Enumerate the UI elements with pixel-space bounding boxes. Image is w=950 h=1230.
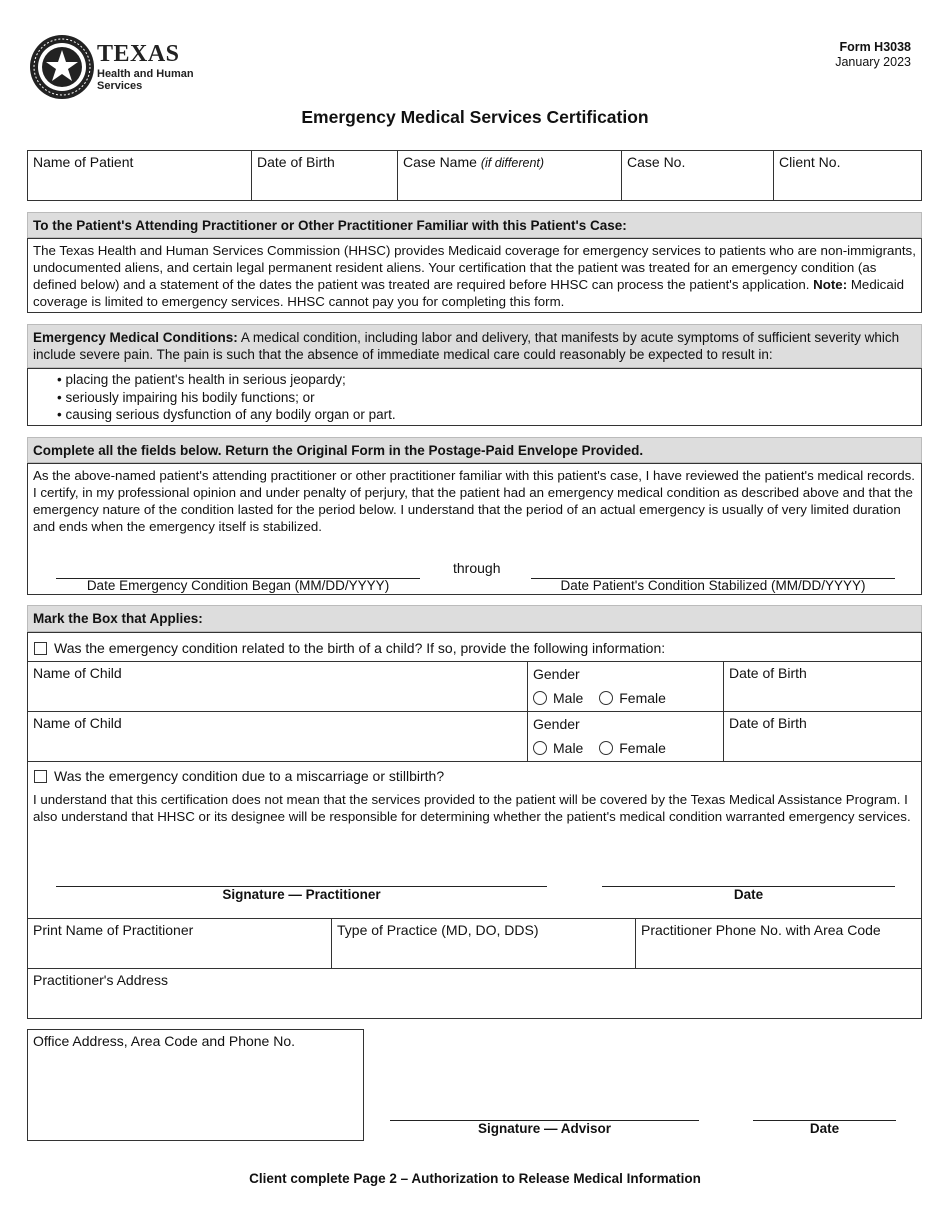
patient-info-row xyxy=(27,150,922,201)
question-text: Was the emergency condition related to the birth of a child? If so, provide the following information: xyxy=(54,640,666,656)
practitioner-address-field[interactable] xyxy=(28,968,921,1018)
field-label: Case Name xyxy=(403,154,477,170)
field-label: Gender xyxy=(533,716,580,732)
field-label: Gender xyxy=(533,666,580,682)
birth-checkbox[interactable] xyxy=(34,642,47,655)
logo-title: TEXAS xyxy=(97,41,180,67)
hhs-logo xyxy=(29,34,199,102)
field-label: Name of Child xyxy=(33,715,122,731)
conditions-list xyxy=(27,368,922,426)
form-number-block xyxy=(835,40,911,70)
practitioner-row xyxy=(28,918,921,969)
field-label: Print Name of Practitioner xyxy=(33,922,194,938)
practitioner-signature-label: Signature — Practitioner xyxy=(222,887,381,902)
field-label: Date of Birth xyxy=(729,715,807,731)
field-label: Case No. xyxy=(627,154,686,170)
child-dob-field[interactable] xyxy=(724,662,921,712)
child-name-field[interactable] xyxy=(28,662,528,712)
radio-label: Female xyxy=(619,690,666,706)
miscarriage-question xyxy=(34,768,444,784)
note-text: Medicaid coverage is limited to emergency services. HHSC cannot pay you for completing this form. xyxy=(33,277,905,309)
case-no-field[interactable] xyxy=(622,151,774,200)
advisor-signature-label: Signature — Advisor xyxy=(477,1121,612,1136)
field-label: Name of Child xyxy=(33,665,122,681)
intro-text: The Texas Health and Human Services Commission (HHSC) provides Medicaid coverage for emergency services to patients who are non-immigrants, undocumented aliens, and certain legal permanent resident aliens. Your certification that the patient was treated for an emergency condition (as defined below) and a statement of the dates the patient was treated are required before HHSC can process the patient's application. xyxy=(33,243,916,292)
gender-field xyxy=(528,662,724,712)
field-label: Date of Birth xyxy=(729,665,807,681)
texas-seal-icon xyxy=(29,34,95,100)
patient-dob-field[interactable] xyxy=(252,151,398,200)
conditions-label: Emergency Medical Conditions: xyxy=(33,330,238,345)
field-label: Date of Birth xyxy=(257,154,335,170)
child-name-field[interactable] xyxy=(28,712,528,762)
radio-label: Male xyxy=(553,690,584,706)
section-header: Complete all the fields below. Return the Original Form in the Postage-Paid Envelope Provided. xyxy=(27,437,922,463)
list-item: • placing the patient's health in serious jeopardy; xyxy=(57,372,346,387)
print-name-field[interactable] xyxy=(28,919,332,969)
section-header: To the Patient's Attending Practitioner or Other Practitioner Familiar with this Patient's Case: xyxy=(27,212,922,238)
field-label: Client No. xyxy=(779,154,841,170)
form-date: January 2023 xyxy=(835,55,911,69)
question-text: Was the emergency condition due to a miscarriage or stillbirth? xyxy=(54,768,445,784)
understanding-text: I understand that this certification does not mean that the services provided to the patient will be covered by the Texas Medical Assistance Program. I also understand that HHSC or its designee will be responsible for determining whether the patient's medical condition warranted emergency services. xyxy=(33,792,911,824)
note-label: Note: xyxy=(813,277,848,292)
certification-block xyxy=(27,463,922,595)
field-label: Practitioner Phone No. with Area Code xyxy=(641,922,881,938)
case-name-field[interactable] xyxy=(398,151,622,200)
logo-subtitle: Health and Human xyxy=(97,68,194,80)
child-dob-field[interactable] xyxy=(724,712,921,762)
section-body xyxy=(27,238,922,313)
advisor-date-label: Date xyxy=(809,1121,840,1136)
birth-question xyxy=(34,640,665,656)
client-no-field[interactable] xyxy=(774,151,921,200)
certification-text: As the above-named patient's attending practitioner or other practitioner familiar with this patient's case, I have reviewed the patient's medical records. I certify, in my professional opinion and under penalty of perjury, that the patient had an emergency medical condition as described above and that the emergency nature of the condition lasted for the period below. I understand that the period of an actual emergency is usually of very limited duration and ends when the emergency itself is stabilized. xyxy=(33,468,915,534)
conditions-text: A medical condition, including labor and delivery, that manifests by acute symptoms of sufficient severity which include severe pain. The pain is such that the absence of immediate medical care could reasonably be expected to result in: xyxy=(33,330,900,362)
female-radio[interactable] xyxy=(599,741,613,755)
footer-note: Client complete Page 2 – Authorization to Release Medical Information xyxy=(249,1171,701,1186)
list-item: • seriously impairing his bodily functions; or xyxy=(57,389,315,405)
miscarriage-checkbox[interactable] xyxy=(34,770,47,783)
office-address-field[interactable] xyxy=(27,1029,364,1141)
radio-label: Male xyxy=(553,740,584,756)
field-label: Practitioner's Address xyxy=(33,972,168,988)
field-label: Type of Practice (MD, DO, DDS) xyxy=(337,922,539,938)
practitioner-phone-field[interactable] xyxy=(636,919,921,969)
section-header: Mark the Box that Applies: xyxy=(27,605,922,632)
divider xyxy=(28,761,921,762)
logo-subtitle-2: Services xyxy=(97,80,143,92)
field-note: (if different) xyxy=(480,156,545,170)
male-radio[interactable] xyxy=(533,741,547,755)
form-number: Form H3038 xyxy=(839,40,911,54)
child-row xyxy=(28,661,921,712)
practitioner-date-label: Date xyxy=(733,887,764,902)
female-radio[interactable] xyxy=(599,691,613,705)
radio-label: Female xyxy=(619,740,666,756)
field-label: Name of Patient xyxy=(33,154,134,170)
mark-box-section xyxy=(27,632,922,1019)
male-radio[interactable] xyxy=(533,691,547,705)
date-stabilized-label: Date Patient's Condition Stabilized (MM/DD/YYYY) xyxy=(560,578,866,593)
practice-type-field[interactable] xyxy=(332,919,636,969)
date-began-label: Date Emergency Condition Began (MM/DD/YYYY) xyxy=(86,578,390,593)
field-label: Office Address, Area Code and Phone No. xyxy=(33,1033,296,1049)
through-label: through xyxy=(453,560,501,576)
child-row xyxy=(28,711,921,762)
patient-name-field[interactable] xyxy=(28,151,252,200)
conditions-header xyxy=(27,324,922,368)
list-item: • causing serious dysfunction of any bodily organ or part. xyxy=(57,407,396,422)
gender-field xyxy=(528,712,724,762)
page-title: Emergency Medical Services Certification xyxy=(301,107,649,127)
